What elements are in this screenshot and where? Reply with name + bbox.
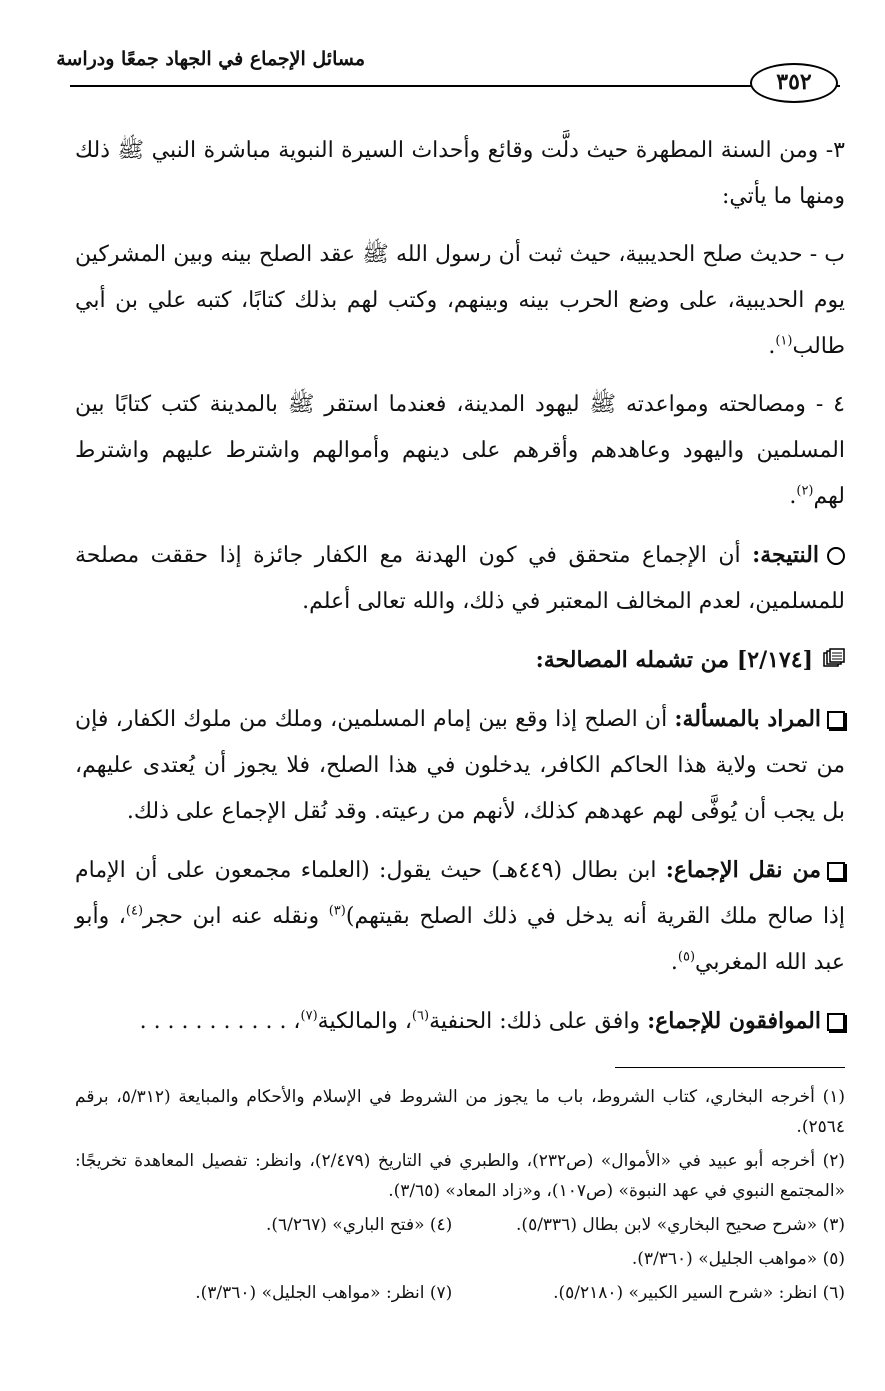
paragraph-end: . (768, 334, 776, 359)
agree-label: الموافقون للإجماع: (647, 1008, 821, 1034)
main-text (75, 128, 845, 1057)
header-rule (70, 85, 840, 87)
square-bullet-icon (827, 711, 845, 729)
footnote-ref: (٤) (125, 903, 144, 919)
footnote-rule (615, 1067, 845, 1068)
footnotes (75, 1082, 845, 1312)
circle-bullet-icon (827, 547, 845, 565)
square-bullet-icon (827, 862, 845, 880)
paragraph-text: ب - حديث صلح الحديبية، حيث ثبت أن رسول الله ﷺ عقد الصلح بينه وبين المشركين يوم الحديبية، على وضع الحرب بينه وبينهم، وكتب لهم بذلك كتابًا، كتبه علي بن أبي طالب (75, 242, 845, 359)
footnote-7: (٧) انظر: «مواهب الجليل» (٣/٣٦٠). (195, 1283, 453, 1303)
consensus-text-2: ونقله عنه ابن حجر (143, 904, 329, 929)
footnote-ref: (١) (775, 333, 793, 349)
consensus-label: من نقل الإجماع: (665, 857, 821, 883)
section-number: [٢/١٧٤] (736, 647, 813, 673)
consensus-text-3: ، وأبو عبد الله المغربي (75, 904, 845, 975)
paragraph-meaning (75, 696, 845, 835)
paragraph-agreeing (75, 998, 845, 1045)
footnote-ref: (٧) (300, 1008, 318, 1024)
paragraph-consensus (75, 847, 845, 986)
running-header-title: مسائل الإجماع في الجهاد جمعًا ودراسة (56, 48, 365, 70)
paragraph-end: . (670, 950, 678, 975)
agree-dots: ، . . . . . . . . . . . (139, 1009, 301, 1034)
footnote-ref: (٣) (328, 903, 346, 919)
footnote-3: (٣) «شرح صحيح البخاري» لابن بطال (٥/٣٣٦). (516, 1215, 845, 1235)
page-number: ٣٥٢ (750, 63, 838, 103)
paragraph-text: ٣- ومن السنة المطهرة حيث دلَّت وقائع وأحداث السيرة النبوية مباشرة النبي ﷺ ذلك ومنها ما يأتي: (75, 138, 845, 209)
paragraph-sunnah (75, 128, 845, 220)
consensus-text: ابن بطال (٤٤٩هـ) حيث يقول: (العلماء مجمعون على أن الإمام إذا صالح ملك القرية أنه يدخل في ذلك الصلح بقيتهم) (75, 858, 845, 929)
books-icon (823, 638, 845, 684)
paragraph-text: ٤ - ومصالحته ومواعدته ﷺ ليهود المدينة، فعندما استقر ﷺ بالمدينة كتب كتابًا بين المسلمين واليهود وعاهدهم وأقرهم على دينهم وأموالهم واشترط عليهم واشترط لهم (75, 392, 845, 509)
agree-text-2: ، والمالكية (317, 1009, 412, 1034)
agree-text: وافق على ذلك: الحنفية (429, 1009, 648, 1034)
section-heading (75, 637, 845, 684)
footnote-5: (٥) «مواهب الجليل» (٣/٣٦٠). (631, 1249, 845, 1269)
paragraph-hudaybiyyah (75, 232, 845, 370)
footnote-6: (٦) انظر: «شرح السير الكبير» (٥/٢١٨٠). (553, 1283, 845, 1303)
footnote-ref: (٢) (796, 483, 814, 499)
footnote-4: (٤) «فتح الباري» (٦/٢٦٧). (265, 1215, 453, 1235)
footnote-row-3-4 (75, 1210, 845, 1240)
footnote-1: (١) أخرجه البخاري، كتاب الشروط، باب ما يجوز من الشروط في الإسلام والأحكام والمبايعة (٥/٣١٢، برقم ٢٥٦٤). (75, 1087, 846, 1137)
square-bullet-icon (827, 1013, 845, 1031)
paragraph-result (75, 532, 845, 625)
footnote-row-6-7 (75, 1278, 845, 1308)
meaning-text: أن الصلح إذا وقع بين إمام المسلمين، وملك من ملوك الكفار، فإن من تحت ولاية هذا الحاكم الكافر، يدخلون في هذا الصلح، فلا يجوز أن يُعتدى عليهم، بل يجب أن يُوفَّى لهم عهدهم كذلك، لأنهم من رعيته. وقد نُقل الإجماع على ذلك. (75, 707, 845, 824)
footnote-ref: (٦) (411, 1008, 430, 1024)
section-title: من تشمله المصالحة: (535, 647, 737, 673)
result-text: أن الإجماع متحقق في كون الهدنة مع الكفار جائزة إذا حققت مصلحة للمسلمين، لعدم المخالف المعتبر في ذلك، والله تعالى أعلم. (75, 543, 845, 614)
paragraph-end: . (789, 484, 797, 509)
result-label: النتيجة: (752, 542, 819, 568)
footnote-2: (٢) أخرجه أبو عبيد في «الأموال» (ص٢٣٢)، والطبري في التاريخ (٢/٤٧٩)، وانظر: تفصيل المعاهدة تخريجًا: «المجتمع النبوي في عهد النبوة» (ص١٠٧)، و«زاد المعاد» (٣/٦٥). (75, 1151, 845, 1201)
meaning-label: المراد بالمسألة: (674, 706, 822, 732)
paragraph-medina-jews (75, 382, 845, 520)
footnote-ref: (٥) (677, 949, 696, 965)
